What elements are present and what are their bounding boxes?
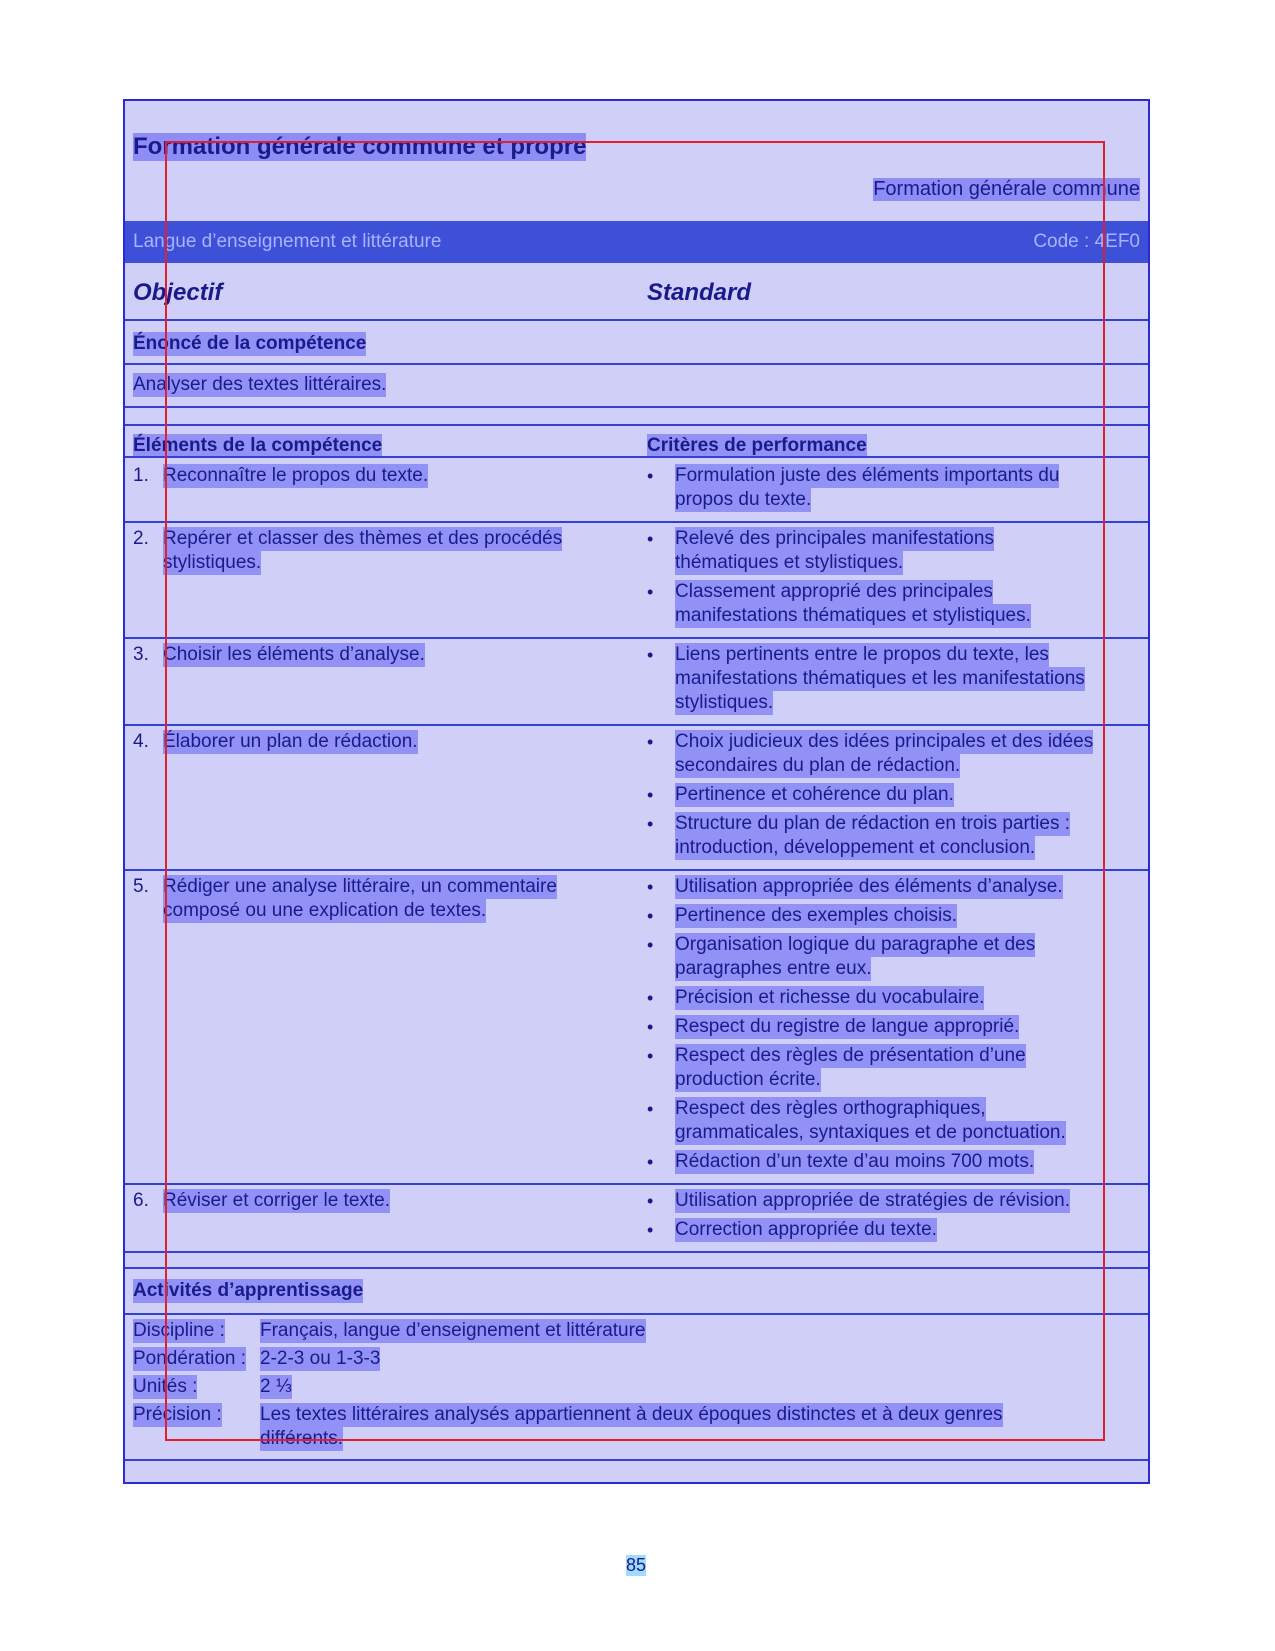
page-number: 85 (626, 1555, 647, 1575)
divider (125, 1459, 1148, 1461)
divider (125, 1267, 1148, 1269)
criterion-text: Relevé des principales manifestations (675, 528, 994, 549)
page-title: Formation générale commune et propre (133, 133, 587, 160)
element-number: 4. (133, 731, 149, 752)
course-bar (125, 221, 1148, 263)
element-text: Rédiger une analyse littéraire, un commentaire (163, 876, 557, 897)
divider (125, 456, 1148, 458)
element-text: composé ou une explication de textes. (163, 900, 487, 921)
element-text: Réviser et corriger le texte. (163, 1190, 391, 1211)
document-frame (123, 99, 1150, 1484)
divider (125, 724, 1148, 726)
bullet-icon: • (647, 1220, 654, 1240)
criterion-text: secondaires du plan de rédaction. (675, 755, 961, 776)
bullet-icon: • (647, 785, 654, 805)
bullet-icon: • (647, 732, 654, 752)
criterion-text: introduction, développement et conclusion. (675, 837, 1036, 858)
bullet-icon: • (647, 1099, 654, 1119)
criterion-text: Classement approprié des principales (675, 581, 993, 602)
criterion-text: manifestations thématiques et les manifestations (675, 668, 1085, 689)
element-text: stylistiques. (163, 552, 262, 573)
activity-value: Français, langue d’enseignement et littérature (260, 1320, 646, 1341)
bullet-icon: • (647, 1017, 654, 1037)
bullet-icon: • (647, 877, 654, 897)
criterion-text: Utilisation appropriée des éléments d’analyse. (675, 876, 1063, 897)
page-subtitle: Formation générale commune (873, 178, 1140, 200)
activity-label: Précision : (133, 1404, 222, 1425)
bullet-icon: • (647, 582, 654, 602)
bullet-icon: • (647, 814, 654, 834)
column-heading-elements: Éléments de la compétence (133, 435, 383, 456)
course-code: Code : 4EF0 (1033, 231, 1140, 252)
activity-value: différents. (260, 1428, 344, 1449)
column-heading-criteria: Critères de performance (647, 435, 867, 456)
divider (125, 1183, 1148, 1185)
criterion-text: grammaticales, syntaxiques et de ponctuation. (675, 1122, 1066, 1143)
criterion-text: Respect des règles orthographiques, (675, 1098, 986, 1119)
divider (125, 1251, 1148, 1253)
element-number: 3. (133, 644, 149, 665)
criterion-text: Correction appropriée du texte. (675, 1219, 937, 1240)
divider (125, 424, 1148, 426)
criterion-text: Organisation logique du paragraphe et des (675, 934, 1036, 955)
divider (125, 319, 1148, 321)
element-text: Élaborer un plan de rédaction. (163, 731, 418, 752)
bullet-icon: • (647, 466, 654, 486)
bullet-icon: • (647, 529, 654, 549)
criterion-text: Formulation juste des éléments importants du (675, 465, 1060, 486)
element-text: Choisir les éléments d’analyse. (163, 644, 425, 665)
criterion-text: production écrite. (675, 1069, 821, 1090)
criterion-text: Choix judicieux des idées principales et des idées (675, 731, 1094, 752)
activity-value: Les textes littéraires analysés appartiennent à deux époques distinctes et à deux genres (260, 1404, 1003, 1425)
activities-heading: Activités d’apprentissage (133, 1280, 364, 1301)
element-text: Reconnaître le propos du texte. (163, 465, 429, 486)
criterion-text: paragraphes entre eux. (675, 958, 872, 979)
course-name: Langue d’enseignement et littérature (133, 231, 442, 252)
activity-label: Pondération : (133, 1348, 247, 1369)
divider (125, 521, 1148, 523)
criterion-text: Respect du registre de langue approprié. (675, 1016, 1020, 1037)
activity-value: 2-2-3 ou 1-3-3 (260, 1348, 381, 1369)
activity-value: 2 ⅓ (260, 1376, 292, 1397)
criterion-text: stylistiques. (675, 692, 774, 713)
element-number: 2. (133, 528, 149, 549)
criterion-text: propos du texte. (675, 489, 812, 510)
element-number: 5. (133, 876, 149, 897)
bullet-icon: • (647, 1152, 654, 1172)
criterion-text: manifestations thématiques et stylistiques. (675, 605, 1031, 626)
divider (125, 1313, 1148, 1315)
criterion-text: Pertinence et cohérence du plan. (675, 784, 954, 805)
criterion-text: Respect des règles de présentation d’une (675, 1045, 1026, 1066)
divider (125, 637, 1148, 639)
activity-label: Discipline : (133, 1320, 225, 1341)
element-text: Repérer et classer des thèmes et des procédés (163, 528, 563, 549)
criterion-text: Structure du plan de rédaction en trois parties : (675, 813, 1071, 834)
criterion-text: Précision et richesse du vocabulaire. (675, 987, 985, 1008)
bullet-icon: • (647, 906, 654, 926)
bullet-icon: • (647, 1191, 654, 1211)
bullet-icon: • (647, 935, 654, 955)
element-number: 1. (133, 465, 149, 486)
activity-label: Unités : (133, 1376, 198, 1397)
bullet-icon: • (647, 1046, 654, 1066)
objectif-heading: Objectif (133, 279, 223, 306)
criterion-text: Liens pertinents entre le propos du texte, les (675, 644, 1049, 665)
enonce-heading: Énoncé de la compétence (133, 333, 367, 354)
divider (125, 363, 1148, 365)
criterion-text: Utilisation appropriée de stratégies de révision. (675, 1190, 1070, 1211)
standard-heading: Standard (647, 279, 752, 306)
criterion-text: Rédaction d’un texte d’au moins 700 mots. (675, 1151, 1035, 1172)
enonce-text: Analyser des textes littéraires. (133, 374, 387, 395)
divider (125, 406, 1148, 408)
bullet-icon: • (647, 988, 654, 1008)
criterion-text: Pertinence des exemples choisis. (675, 905, 957, 926)
element-number: 6. (133, 1190, 149, 1211)
divider (125, 869, 1148, 871)
criterion-text: thématiques et stylistiques. (675, 552, 904, 573)
bullet-icon: • (647, 645, 654, 665)
